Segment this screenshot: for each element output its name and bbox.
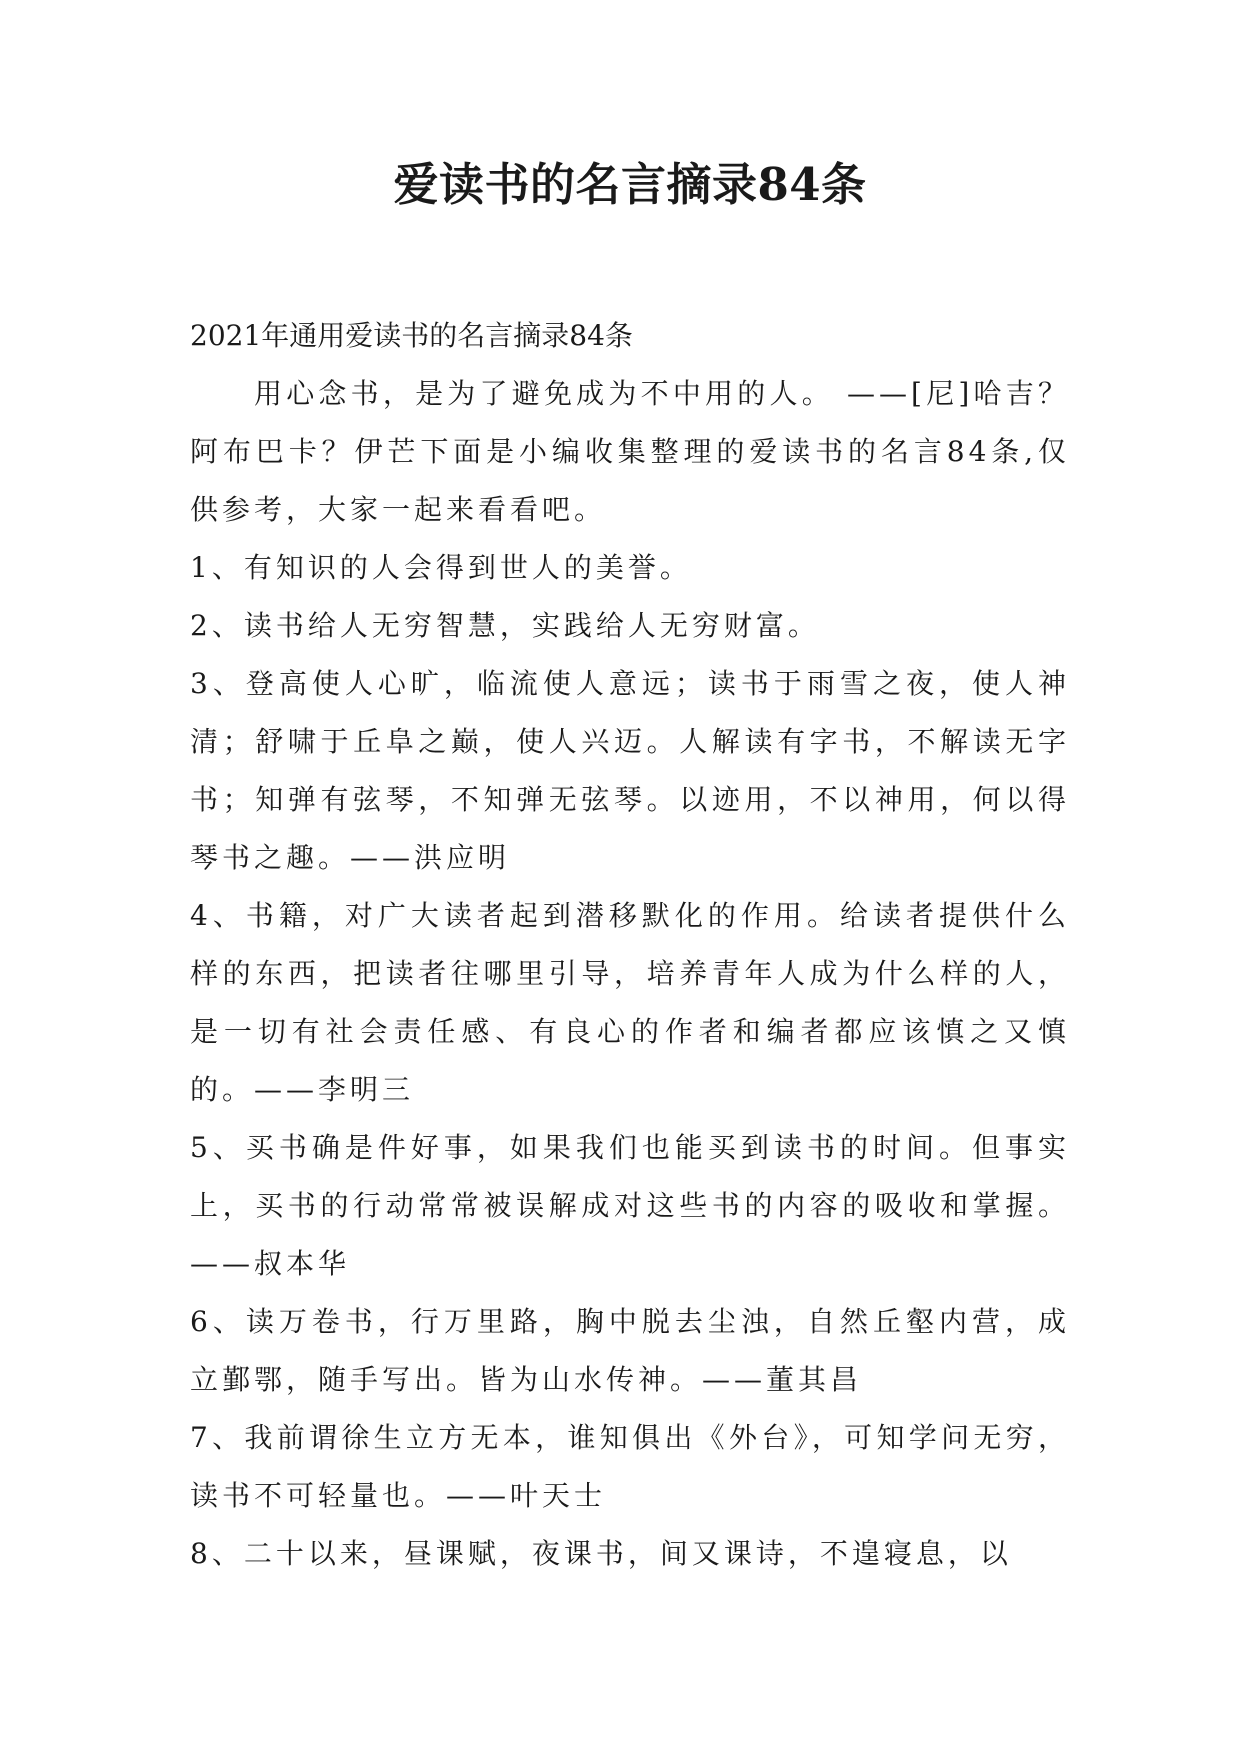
quote-item: 1、有知识的人会得到世人的美誉。 [190,551,692,584]
quote-item: 2、读书给人无穷智慧，实践给人无穷财富。 [190,609,820,642]
document-page [190,145,1070,1583]
intro-paragraph: 用心念书，是为了避免成为不中用的人。 ——[尼]哈吉？阿布巴卡？伊芒下面是小编收集整理的爱读书的名言84条,仅供参考，大家一起来看看吧。 [190,377,1070,526]
quote-item: 5、买书确是件好事，如果我们也能买到读书的时间。但事实上，买书的行动常常被误解成对这些书的内容的吸收和掌握。——叔本华 [190,1131,1070,1280]
quote-item: 8、二十以来，昼课赋，夜课书，间又课诗，不遑寝息，以 [190,1537,1012,1570]
quote-item: 6、读万卷书，行万里路，胸中脱去尘浊，自然丘壑内营，成立鄞鄂，随手写出。皆为山水传神。——董其昌 [190,1305,1070,1396]
document-title: 爱读书的名言摘录84条 [393,158,867,211]
document-subtitle: 2021年通用爱读书的名言摘录84条 [190,319,633,352]
quote-item: 7、我前谓徐生立方无本，谁知俱出《外台》，可知学问无穷，读书不可轻量也。——叶天士 [190,1421,1070,1512]
quote-item: 4、书籍，对广大读者起到潜移默化的作用。给读者提供什么样的东西，把读者往哪里引导，培养青年人成为什么样的人，是一切有社会责任感、有良心的作者和编者都应该慎之又慎的。——李明三 [190,899,1070,1106]
quote-item: 3、登高使人心旷，临流使人意远；读书于雨雪之夜，使人神清；舒啸于丘阜之巅，使人兴迈。人解读有字书，不解读无字书；知弹有弦琴，不知弹无弦琴。以迹用，不以神用，何以得琴书之趣。——洪应明 [190,667,1070,874]
